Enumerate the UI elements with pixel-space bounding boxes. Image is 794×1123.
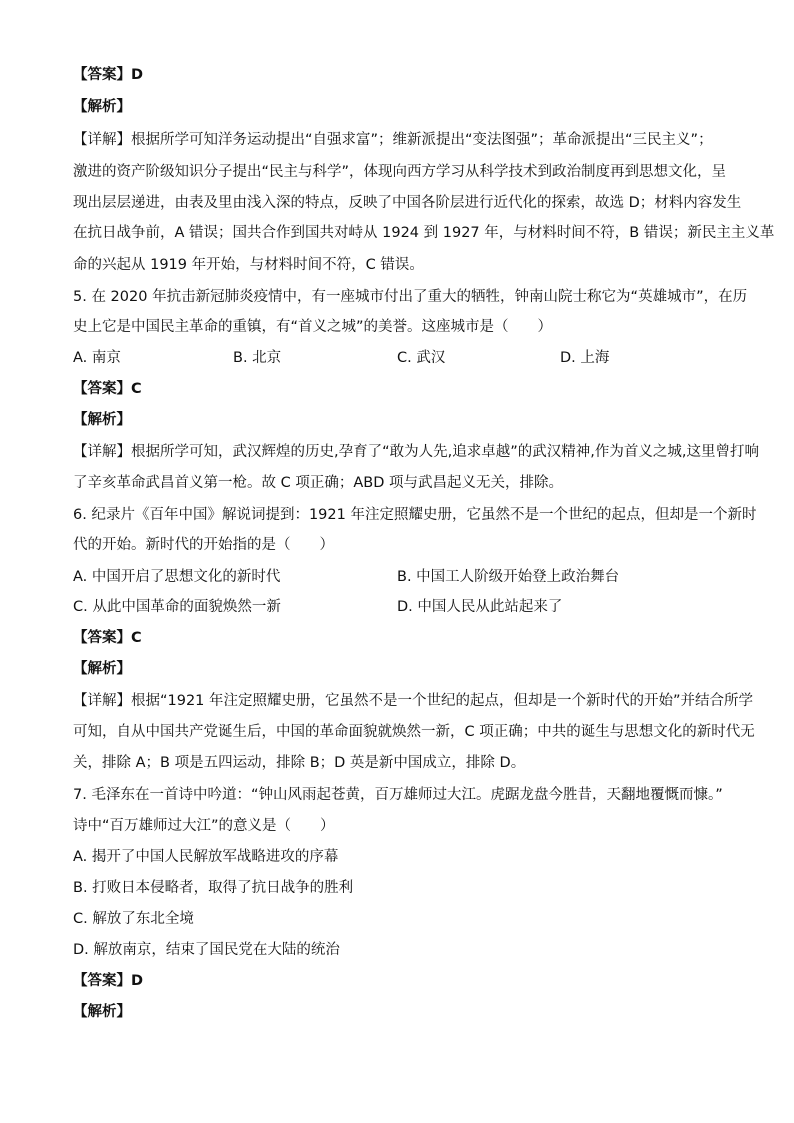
- detail-line: 激进的资产阶级知识分子提出“民主与科学”，体现向西方学习从科学技术到政治制度再到思想文化，呈: [73, 164, 727, 180]
- option-c: C. 武汉: [397, 350, 446, 366]
- detail-line: 命的兴起从 1919 年开始，与材料时间不符，C 错误。: [73, 257, 424, 273]
- option-d: D. 上海: [560, 350, 610, 366]
- analysis-label: 【解析】: [73, 661, 131, 677]
- analysis-label: 【解析】: [73, 412, 131, 428]
- option-d: D. 中国人民从此站起来了: [397, 599, 563, 615]
- option-b: B. 打败日本侵略者，取得了抗日战争的胜利: [73, 880, 354, 896]
- detail-line: 关，排除 A；B 项是五四运动，排除 B；D 英是新中国成立，排除 D。: [73, 755, 526, 771]
- option-c: C. 从此中国革命的面貌焕然一新: [73, 599, 281, 615]
- analysis-label: 【解析】: [73, 99, 131, 115]
- option-b: B. 北京: [233, 350, 282, 366]
- option-b: B. 中国工人阶级开始登上政治舞台: [397, 569, 620, 585]
- detail-line: 【详解】根据“1921 年注定照耀史册，它虽然不是一个世纪的起点，但却是一个新时代的开始”并结合所学: [73, 693, 754, 709]
- option-d: D. 解放南京，结束了国民党在大陆的统治: [73, 942, 340, 958]
- detail-line: 【详解】根据所学可知洋务运动提出“自强求富”；维新派提出“变法图强”；革命派提出“三民主义”；: [73, 132, 713, 148]
- answer-label: 【答案】C: [73, 381, 142, 397]
- question-stem: 5. 在 2020 年抗击新冠肺炎疫情中，有一座城市付出了重大的牺牲，钟南山院士称它为“英雄城市”，在历: [73, 289, 748, 305]
- question-stem: 诗中“百万雄师过大江”的意义是（ ）: [73, 818, 335, 834]
- answer-label: 【答案】D: [73, 67, 144, 83]
- option-c: C. 解放了东北全境: [73, 911, 194, 927]
- question-stem: 史上它是中国民主革命的重镇，有“首义之城”的美誉。这座城市是（ ）: [73, 319, 553, 335]
- detail-line: 在抗日战争前，A 错误；国共合作到国共对峙从 1924 到 1927 年，与材料时间不符，B 错误；新民主主义革: [73, 225, 775, 241]
- option-a: A. 中国开启了思想文化的新时代: [73, 569, 281, 585]
- detail-line: 现出层层递进，由表及里由浅入深的特点，反映了中国各阶层进行近代化的探索，故选 D；材料内容发生: [73, 195, 742, 211]
- detail-line: 【详解】根据所学可知，武汉辉煌的历史,孕育了“敢为人先,追求卓越”的武汉精神,作为首义之城,这里曾打响: [73, 444, 759, 460]
- detail-line: 了辛亥革命武昌首义第一枪。故 C 项正确；ABD 项与武昌起义无关，排除。: [73, 475, 563, 491]
- option-a: A. 揭开了中国人民解放军战略进攻的序幕: [73, 849, 339, 865]
- question-stem: 代的开始。新时代的开始指的是（ ）: [73, 537, 334, 553]
- option-a: A. 南京: [73, 350, 121, 366]
- analysis-label: 【解析】: [73, 1004, 131, 1020]
- answer-label: 【答案】D: [73, 973, 144, 989]
- question-stem: 6. 纪录片《百年中国》解说词提到：1921 年注定照耀史册，它虽然不是一个世纪的起点，但却是一个新时: [73, 507, 757, 523]
- detail-line: 可知，自从中国共产党诞生后，中国的革命面貌就焕然一新，C 项正确；中共的诞生与思想文化的新时代无: [73, 724, 755, 740]
- question-stem: 7. 毛泽东在一首诗中吟道：“钟山风雨起苍黄，百万雄师过大江。虎踞龙盘今胜昔，天翻地覆慨而慷。”: [73, 787, 723, 803]
- answer-label: 【答案】C: [73, 630, 142, 646]
